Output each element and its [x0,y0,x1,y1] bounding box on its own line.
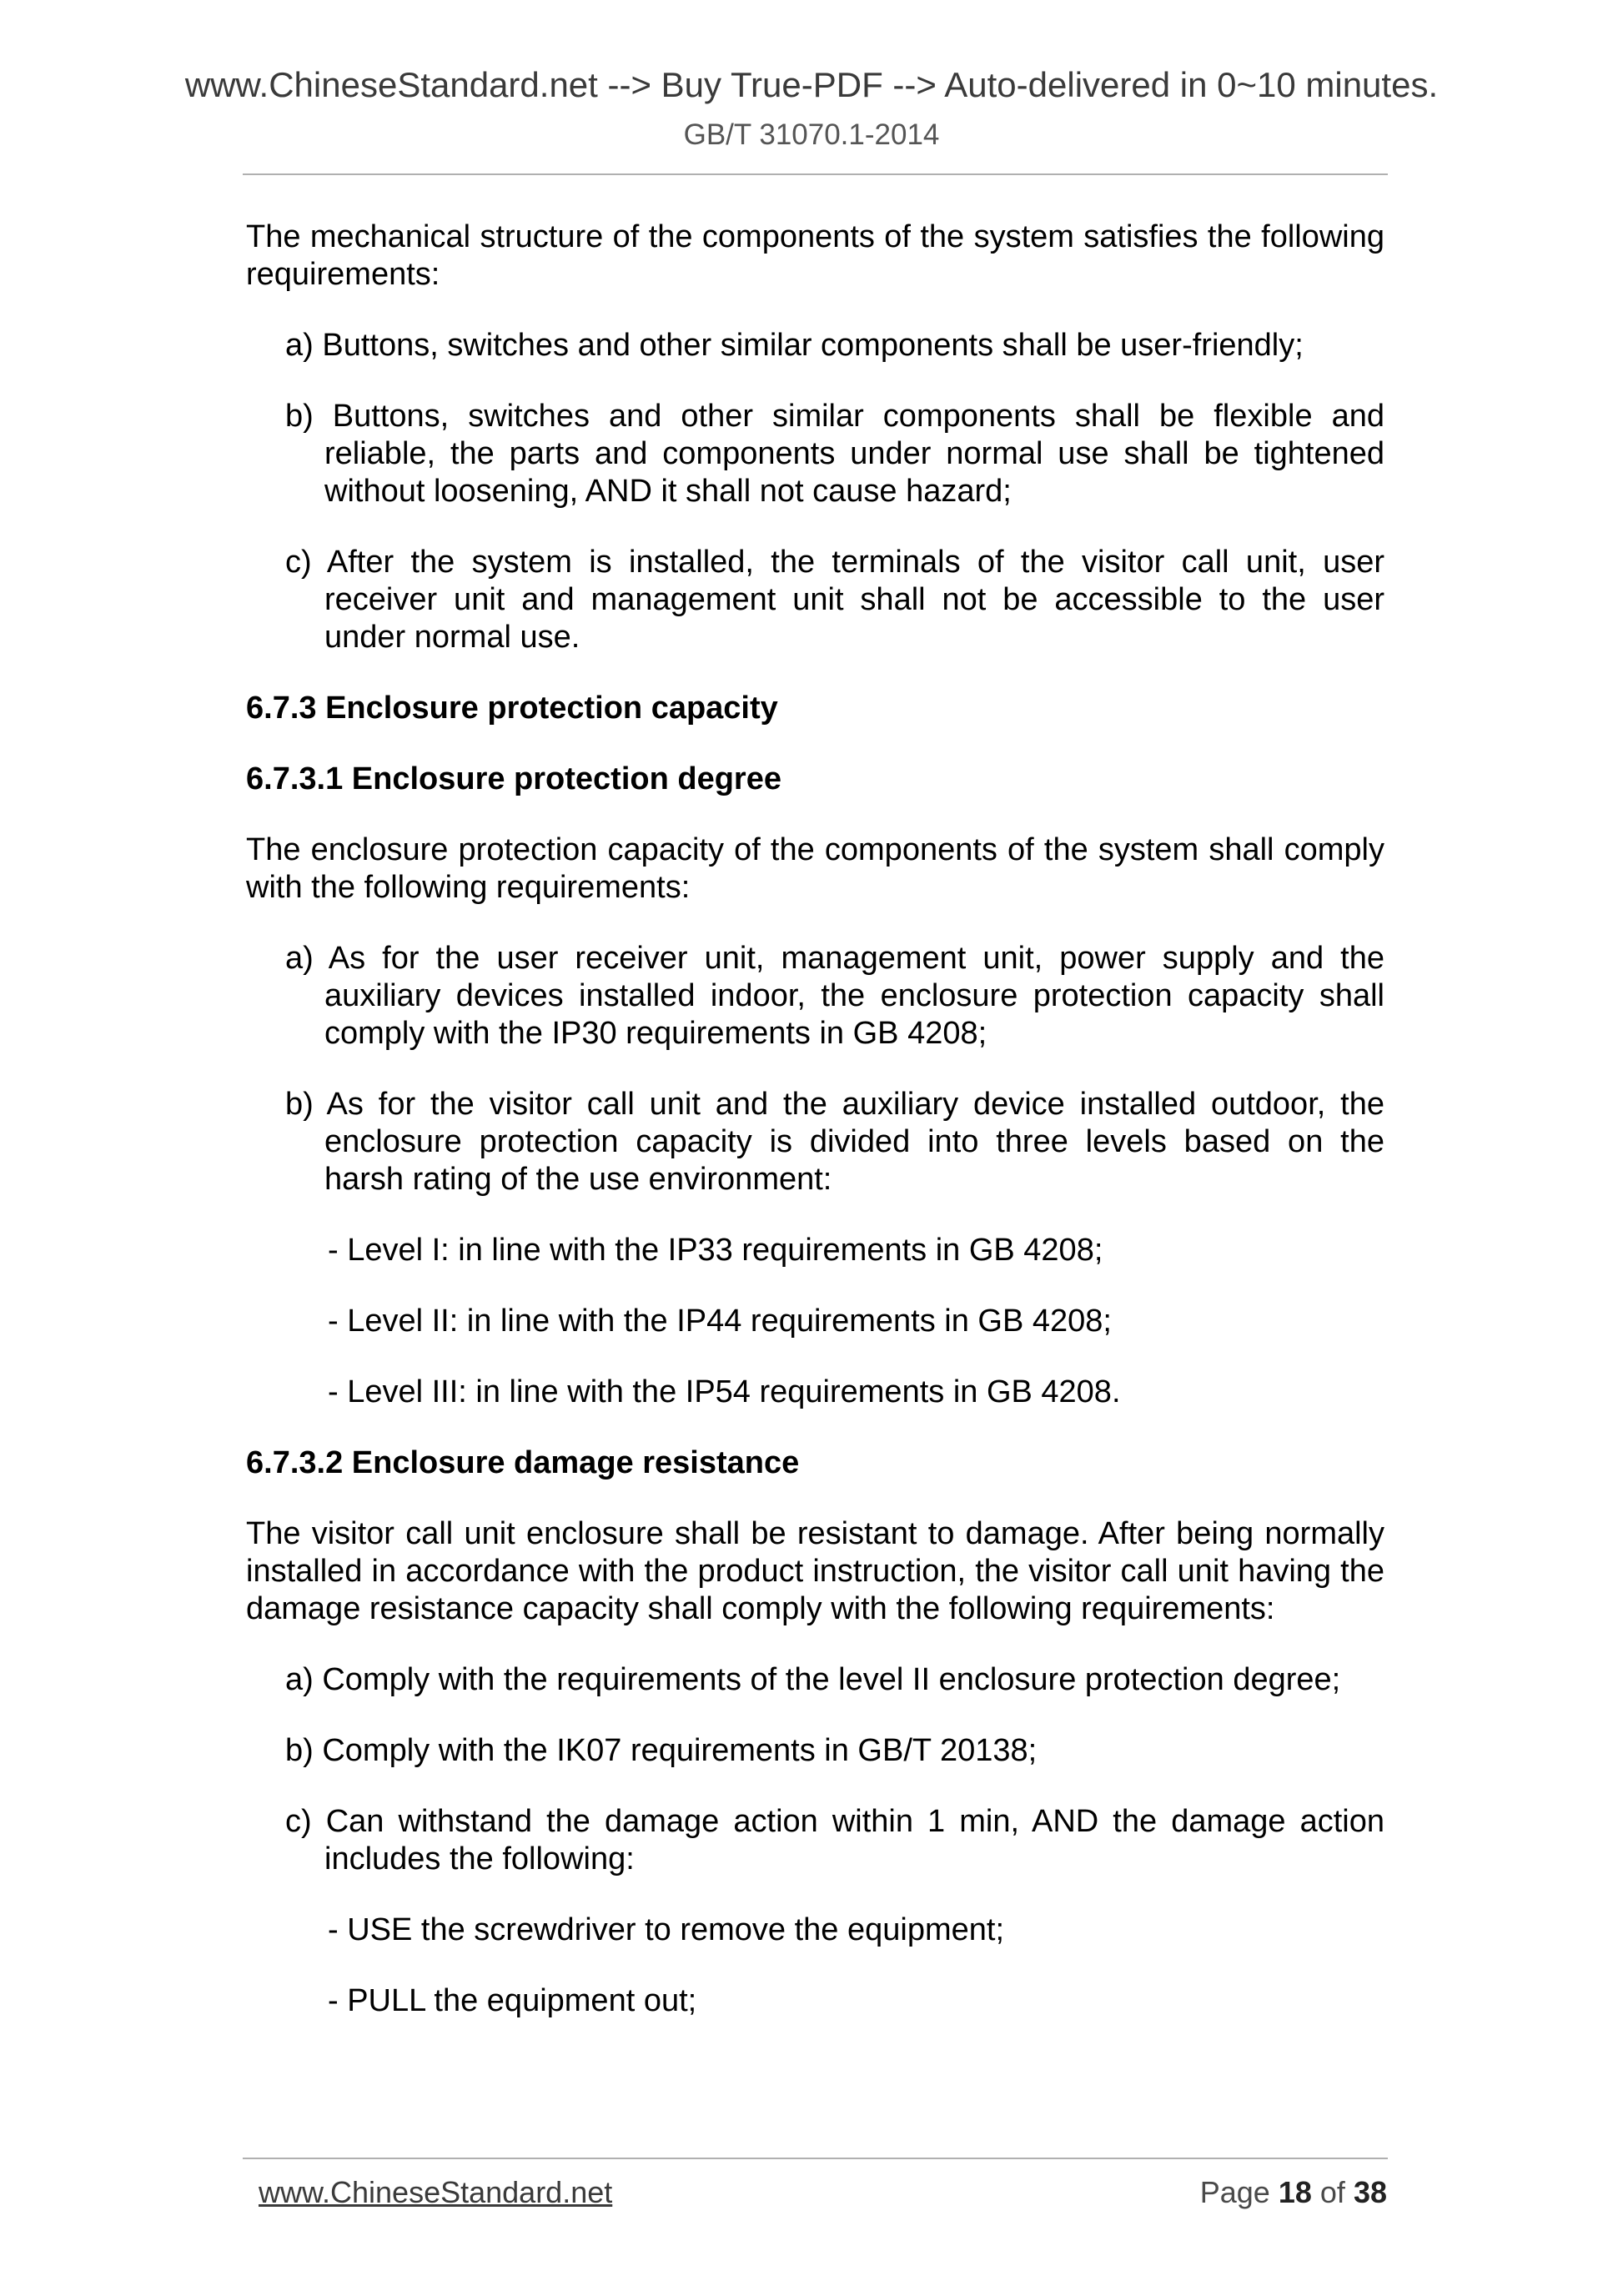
section-heading-6-7-3-2: 6.7.3.2 Enclosure damage resistance [246,1445,800,1480]
section-heading-6-7-3-1: 6.7.3.1 Enclosure protection degree [246,761,781,796]
list-item: a) Comply with the requirements of the level II enclosure protection degree; [285,1662,1341,1697]
action-item: - PULL the equipment out; [328,1983,697,2018]
page-word: Page [1199,2175,1270,2209]
standard-number: GB/T 31070.1-2014 [683,118,940,151]
document-body [246,219,1384,2053]
header-banner: www.ChineseStandard.net --> Buy True-PDF --> Auto-delivered in 0~10 minutes. [184,65,1439,104]
page-current: 18 [1278,2175,1312,2209]
page-total: 38 [1353,2175,1387,2209]
paragraph-mechanical-structure: The mechanical structure of the components of the system satisfies the following requirements: [246,219,1384,292]
list-item: b) Comply with the IK07 requirements in GB/T 20138; [285,1733,1038,1768]
paragraph-damage-resistance: The visitor call unit enclosure shall be resistant to damage. After being normally installed in accordance with the product instruction, the visitor call unit having the damage resistance capacity shall comply with the following requirements: [246,1516,1384,1626]
page-indicator [1200,2175,1387,2210]
section-heading-6-7-3: 6.7.3 Enclosure protection capacity [246,691,778,726]
list-item: c) After the system is installed, the terminals of the visitor call unit, user receiver unit and management unit shall not be accessible to the user under normal use. [285,545,1384,655]
header-divider [243,173,1388,175]
list-item: c) Can withstand the damage action within 1 min, AND the damage action includes the following: [285,1804,1384,1876]
list-item: b) As for the visitor call unit and the auxiliary device installed outdoor, the enclosure protection capacity is divided into three levels based on the harsh rating of the use environment: [285,1087,1384,1197]
level-item: - Level III: in line with the IP54 requirements in GB 4208. [328,1374,1121,1409]
list-item: b) Buttons, switches and other similar components shall be flexible and reliable, the parts and components under normal use shall be tightened without loosening, AND it shall not cause hazard; [285,399,1384,509]
of-word: of [1319,2175,1345,2209]
level-item: - Level I: in line with the IP33 requirements in GB 4208; [328,1233,1103,1268]
footer-divider [243,2158,1388,2159]
action-item: - USE the screwdriver to remove the equipment; [328,1912,1005,1947]
footer-site-link[interactable]: www.ChineseStandard.net [259,2175,613,2209]
list-item: a) As for the user receiver unit, management unit, power supply and the auxiliary devices installed indoor, the enclosure protection capacity shall comply with the IP30 requirements in GB 4208; [285,941,1384,1051]
paragraph-enclosure-protection: The enclosure protection capacity of the components of the system shall comply with the following requirements: [246,832,1384,905]
level-item: - Level II: in line with the IP44 requirements in GB 4208; [328,1304,1112,1339]
list-item: a) Buttons, switches and other similar components shall be user-friendly; [285,328,1304,363]
